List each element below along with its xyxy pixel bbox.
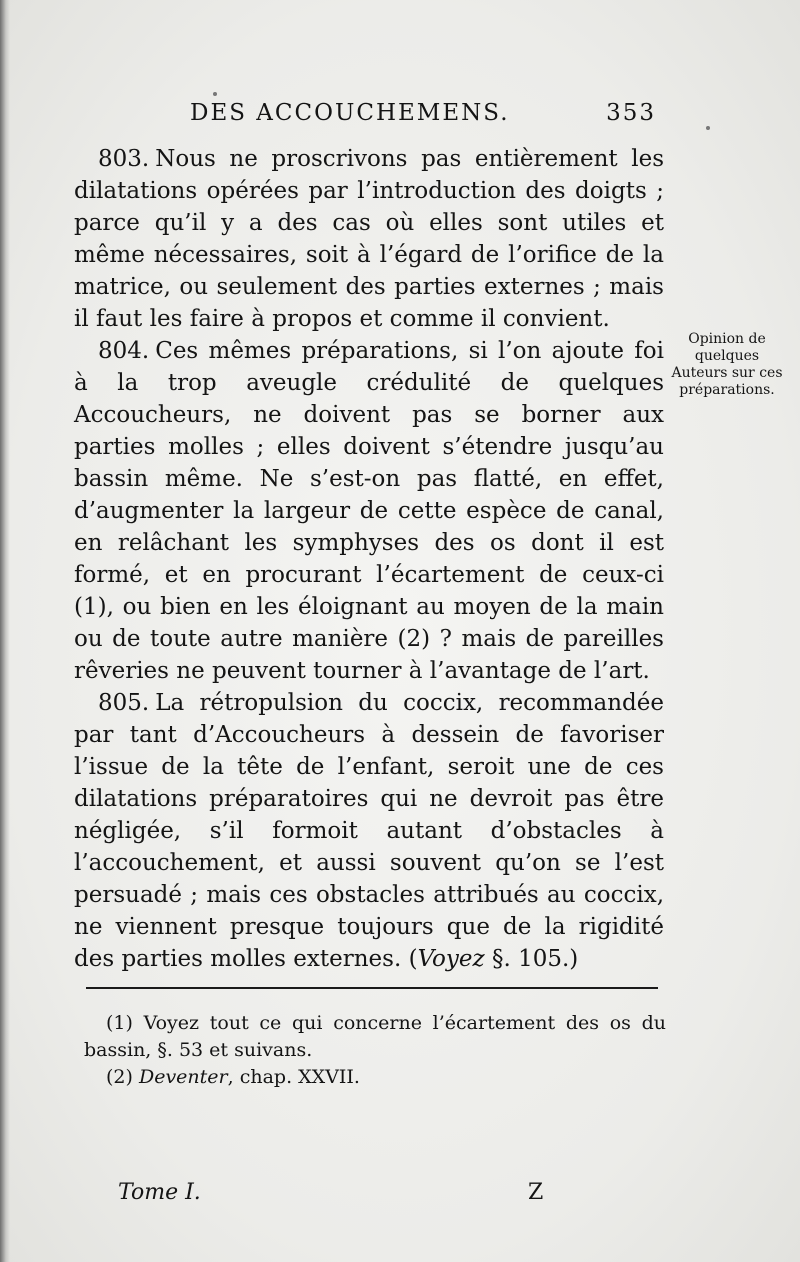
cross-reference-voyez: Voyez <box>417 946 485 972</box>
ink-speck <box>706 126 710 130</box>
footnote-1 <box>84 1010 666 1064</box>
gathering-signature: Z <box>528 1180 544 1205</box>
paragraph-805 <box>74 687 664 975</box>
main-text <box>74 143 664 975</box>
paragraph-text: Ces mêmes préparations, si l’on ajoute foi à la trop aveugle crédulité de quelques Accoucheurs, ne doivent pas se borner aux parties molles ; elles doivent s’étendre jusqu’au bassin même. Ne s’est-on pas flatté, en effet, d’augmenter la largeur de cette espèce de canal, en relâchant les symphyses des os dont il est formé, et en procurant l’écartement de ceux-ci (1), ou bien en les éloignant au moyen de la main ou de toute autre manière (2) ? mais de pareilles rêveries ne peuvent tourner à l’avantage de l’art. <box>74 338 664 684</box>
footnote-marker: (2) <box>106 1066 133 1088</box>
footnote-author: Deventer <box>138 1066 228 1088</box>
footnote-2 <box>84 1064 666 1091</box>
paragraph-text: Nous ne proscrivons pas entièrement les dilatations opérées par l’introduction des doigts ; parce qu’il y a des cas où elles sont utiles et même nécessaires, soit à l’égard de l’orifice de la matrice, ou seulement des parties externes ; mais il faut les faire à propos et comme il convient. <box>74 146 664 332</box>
footnote-rule <box>86 987 658 989</box>
paragraph-803 <box>74 143 664 335</box>
paragraph-number: 805. <box>98 690 150 716</box>
running-title: DES ACCOUCHEMENS. <box>190 100 510 126</box>
paragraph-number: 803. <box>98 146 150 172</box>
paragraph-text-end: §. 105.) <box>484 946 579 972</box>
footnote-marker: (1) <box>106 1012 133 1034</box>
volume-signature: Tome I. <box>118 1180 201 1205</box>
page-binding-shadow <box>0 0 10 1262</box>
margin-note: Opinion de quelques Auteurs sur ces préparations. <box>671 331 783 398</box>
paragraph-text: La rétropulsion du coccix, recommandée par tant d’Accoucheurs à dessein de favoriser l’issue de la tête de l’enfant, seroit une de ces dilatations préparatoires qui ne devroit pas être négligée, s’il formoit autant d’obstacles à l’accouchement, et aussi souvent qu’on se l’est persuadé ; mais ces obstacles attribués au coccix, ne viennent presque toujours que de la rigidité des parties molles externes. ( <box>74 690 664 972</box>
footnote-text: , chap. XXVII. <box>227 1066 360 1088</box>
paragraph-number: 804. <box>98 338 150 364</box>
paragraph-804 <box>74 335 664 687</box>
footnote-text: Voyez tout ce qui concerne l’écartement des os du bassin, §. 53 et suivans. <box>84 1012 666 1061</box>
footnotes <box>84 1010 666 1091</box>
ink-speck <box>213 92 217 96</box>
page-number: 353 <box>606 100 656 126</box>
